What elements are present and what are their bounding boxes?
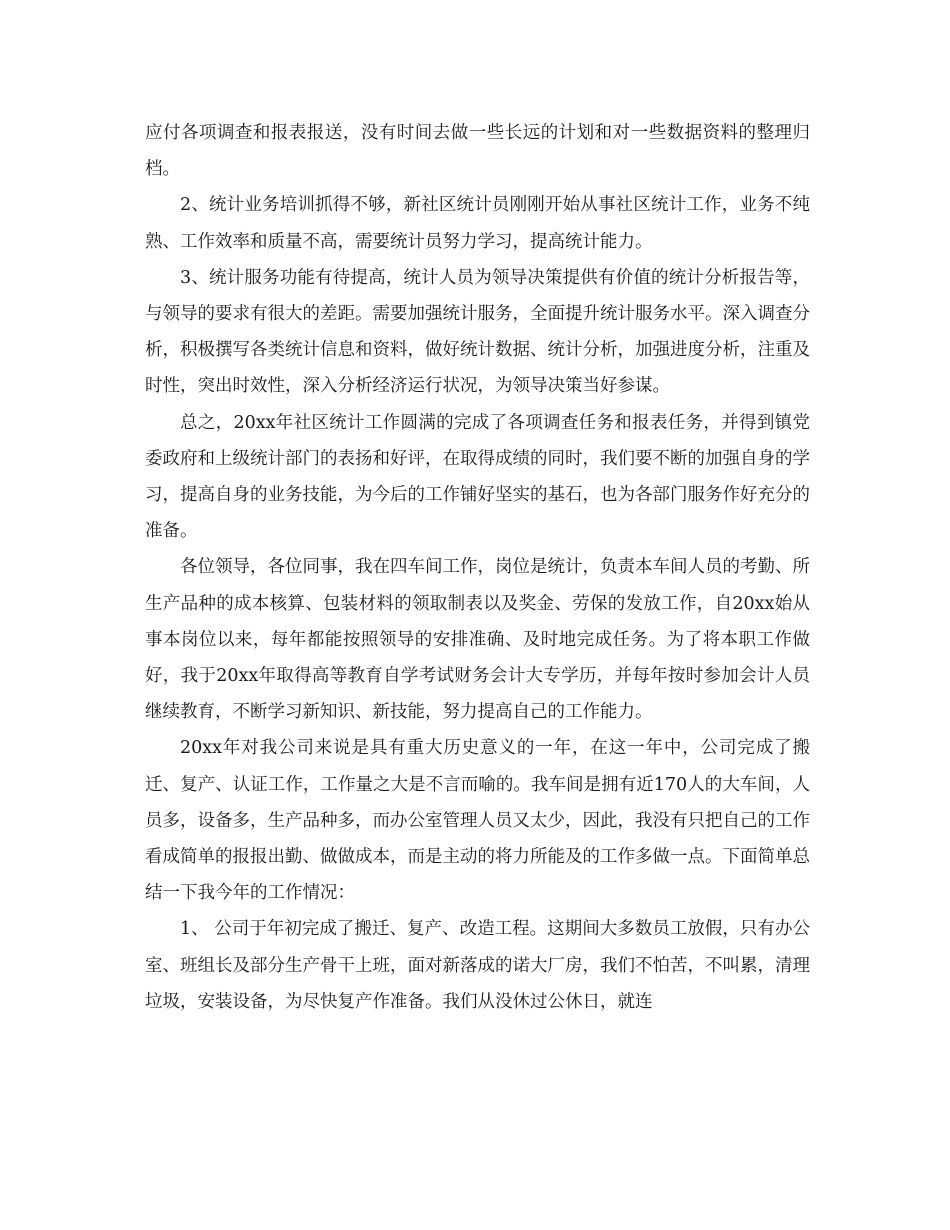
paragraph-item-2: 2、统计业务培训抓得不够，新社区统计员刚刚开始从事社区统计工作，业务不纯熟、工作效率和质量不高，需要统计员努力学习，提高统计能力。 (145, 195, 810, 252)
paragraph-item-1: 1、 公司于年初完成了搬迁、复产、改造工程。这期间大多数员工放假，只有办公室、班组长及部分生产骨干上班，面对新落成的诺大厂房，我们不怕苦，不叫累，清理垃圾，安装设备，为尽快复产作准备。我们从没休过公休日，就连 (145, 919, 810, 1012)
paragraph-continuation: 应付各项调查和报表报送，没有时间去做一些长远的计划和对一些数据资料的整理归档。 (145, 123, 810, 180)
document-body (145, 115, 810, 1020)
paragraph-item-3: 3、统计服务功能有待提高，统计人员为领导决策提供有价值的统计分析报告等，与领导的要求有很大的差距。需要加强统计服务，全面提升统计服务水平。深入调查分析，积极撰写各类统计信息和资料，做好统计数据、统计分析，加强进度分析，注重及时性，突出时效性，深入分析经济运行状况，为领导决策当好参谋。 (145, 267, 810, 397)
paragraph-summary: 总之，20xx年社区统计工作圆满的完成了各项调查任务和报表任务，并得到镇党委政府和上级统计部门的表扬和好评，在取得成绩的同时，我们要不断的加强自身的学习，提高自身的业务技能，为今后的工作铺好坚实的基石，也为各部门服务作好充分的准备。 (145, 412, 810, 542)
paragraph-year-overview: 20xx年对我公司来说是具有重大历史意义的一年，在这一年中，公司完成了搬迁、复产、认证工作，工作量之大是不言而喻的。我车间是拥有近170人的大车间，人员多，设备多，生产品种多，而办公室管理人员又太少，因此，我没有只把自己的工作看成简单的报报出勤、做做成本，而是主动的将力所能及的工作多做一点。下面简单总结一下我今年的工作情况： (145, 738, 810, 904)
paragraph-introduction: 各位领导，各位同事，我在四车间工作，岗位是统计，负责本车间人员的考勤、所生产品种的成本核算、包装材料的领取制表以及奖金、劳保的发放工作，自20xx始从事本岗位以来，每年都能按照领导的安排准确、及时地完成任务。为了将本职工作做好，我于20xx年取得高等教育自学考试财务会计大专学历，并每年按时参加会计人员继续教育，不断学习新知识、新技能，努力提高自己的工作能力。 (145, 557, 810, 723)
